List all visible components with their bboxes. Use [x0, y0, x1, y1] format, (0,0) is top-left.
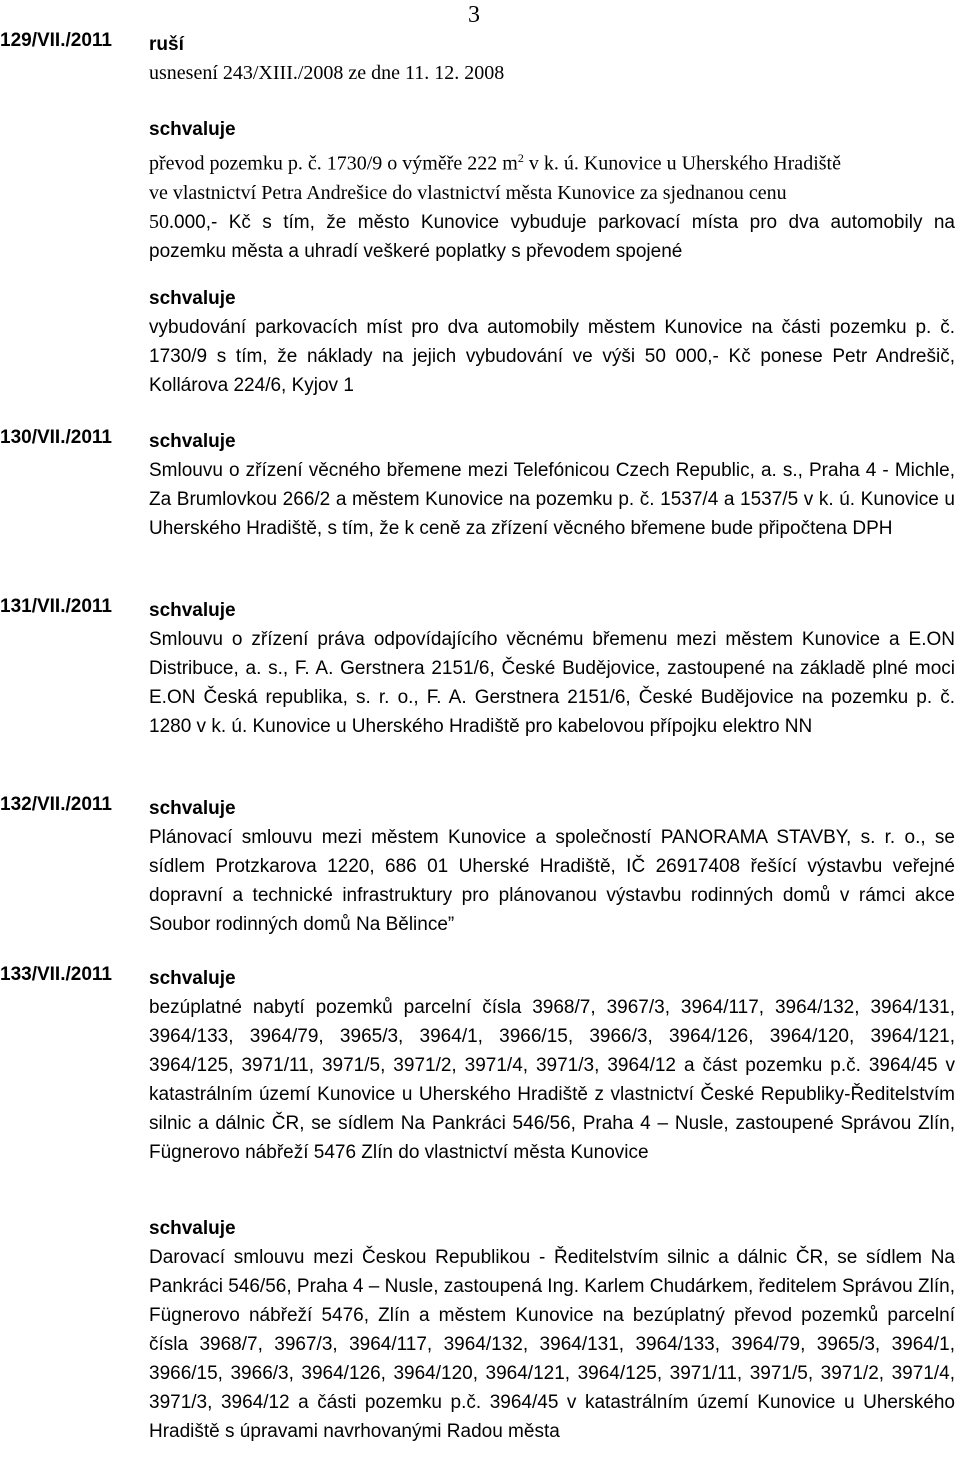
resolution-text: Smlouvu o zřízení věcného břemene mezi Telefónicou Czech Republic, a. s., Praha 4 - Michle, Za Brumlovkou 266/2 a městem Kunovice na pozemku p. č. 1537/4 a 1537/5 v k. ú. Kunovice u Uherského Hradiště, s tím, že k ceně za zřízení věcného břemene bude připočtena DPH — [149, 460, 955, 539]
resolution-block — [149, 964, 955, 1167]
resolution-text — [149, 208, 955, 266]
resolution-block — [149, 30, 955, 88]
resolution-keyword: schvaluje — [149, 968, 236, 989]
resolution-block — [149, 115, 955, 266]
text-part: 000,- Kč s tím, že město Kunovice vybuduje parkovací místa pro dva automobily na pozemku města a uhradí veškeré poplatky s převodem spojené — [149, 211, 955, 262]
resolution-block — [149, 596, 955, 741]
text-part: v k. ú. Kunovice u Uherského Hradiště — [523, 152, 841, 175]
resolution-keyword: schvaluje — [149, 288, 236, 309]
page-number: 3 — [468, 2, 480, 28]
resolution-text-line: ve vlastnictví Petra Andrešice do vlastnictví města Kunovice za sjednanou cenu — [149, 181, 787, 204]
resolution-text: Plánovací smlouvu mezi městem Kunovice a společností PANORAMA STAVBY, s. r. o., se sídlem Protzkarova 1220, 686 01 Uherské Hradiště, IČ 26917408 řešící výstavbu veřejné dopravní a technické infrastruktury pro plánovanou výstavbu rodinných domů v rámci akce Soubor rodinných domů Na Bělince” — [149, 827, 955, 935]
resolution-text: Darovací smlouvu mezi Českou Republikou - Ředitelstvím silnic a dálnic ČR, se sídlem Na Pankráci 546/56, Praha 4 – Nusle, zastoupená Ing. Karlem Chudárkem, ředitelem Správou Zlín, Fügnerovo nábřeží 5476, Zlín a městem Kunovice na bezúplatný převod pozemků parcelní čísla 3968/7, 3967/3, 3964/117, 3964/132, 3964/131, 3964/133, 3964/79, 3965/3, 3964/1, 3966/15, 3966/3, 3964/126, 3964/120, 3964/121, 3964/125, 3971/11, 3971/5, 3971/2, 3971/4, 3971/3, 3964/12 a části pozemku p.č. 3964/45 v katastrálním území Kunovice u Uherského Hradiště s úpravami navrhovanými Radou města — [149, 1247, 955, 1442]
resolution-number: 129/VII./2011 — [0, 30, 112, 51]
resolution-block — [149, 1214, 955, 1446]
text-part: převod pozemku p. č. 1730/9 o výměře 222 m — [149, 152, 518, 175]
resolution-keyword: schvaluje — [149, 431, 236, 452]
resolution-block — [149, 284, 955, 400]
resolution-keyword: schvaluje — [149, 600, 236, 621]
resolution-block — [149, 794, 955, 939]
resolution-text-line — [149, 144, 955, 179]
superscript: 2 — [517, 151, 524, 165]
resolution-keyword: schvaluje — [149, 798, 236, 819]
resolution-keyword: schvaluje — [149, 1218, 236, 1239]
resolution-number: 132/VII./2011 — [0, 794, 112, 815]
text-part: 50. — [149, 210, 174, 233]
resolution-keyword: schvaluje — [149, 119, 236, 140]
resolution-number: 131/VII./2011 — [0, 596, 112, 617]
resolution-text: Smlouvu o zřízení práva odpovídajícího věcnému břemenu mezi městem Kunovice a E.ON Distribuce, a. s., F. A. Gerstnera 2151/6, České Budějovice, zastoupené na základě plné moci E.ON Česká republika, s. r. o., F. A. Gerstnera 2151/6, České Budějovice na pozemku p. č. 1280 v k. ú. Kunovice u Uherského Hradiště pro kabelovou přípojku elektro NN — [149, 629, 955, 737]
resolution-text: bezúplatné nabytí pozemků parcelní čísla 3968/7, 3967/3, 3964/117, 3964/132, 3964/131, 3964/133, 3964/79, 3965/3, 3964/1, 3966/15, 3966/3, 3964/126, 3964/120, 3964/121, 3964/125, 3971/11, 3971/5, 3971/2, 3971/4, 3971/3, 3964/12 a část pozemku p.č. 3964/45 v katastrálním území Kunovice u Uherského Hradiště z vlastnictví České Republiky-Ředitelstvím silnic a dálnic ČR, se sídlem Na Pankráci 546/56, Praha 4 – Nusle, zastoupené Správou Zlín, Fügnerovo nábřeží 5476 Zlín do vlastnictví města Kunovice — [149, 997, 955, 1163]
resolution-text: usnesení 243/XIII./2008 ze dne 11. 12. 2008 — [149, 62, 505, 84]
resolution-text: vybudování parkovacích míst pro dva automobily městem Kunovice na části pozemku p. č. 1730/9 s tím, že náklady na jejich vybudování ve výši 50 000,- Kč ponese Petr Andrešič, Kollárova 224/6, Kyjov 1 — [149, 317, 955, 396]
resolution-keyword: ruší — [149, 34, 184, 55]
resolution-number: 133/VII./2011 — [0, 964, 112, 985]
resolution-number: 130/VII./2011 — [0, 427, 112, 448]
resolution-block — [149, 427, 955, 543]
